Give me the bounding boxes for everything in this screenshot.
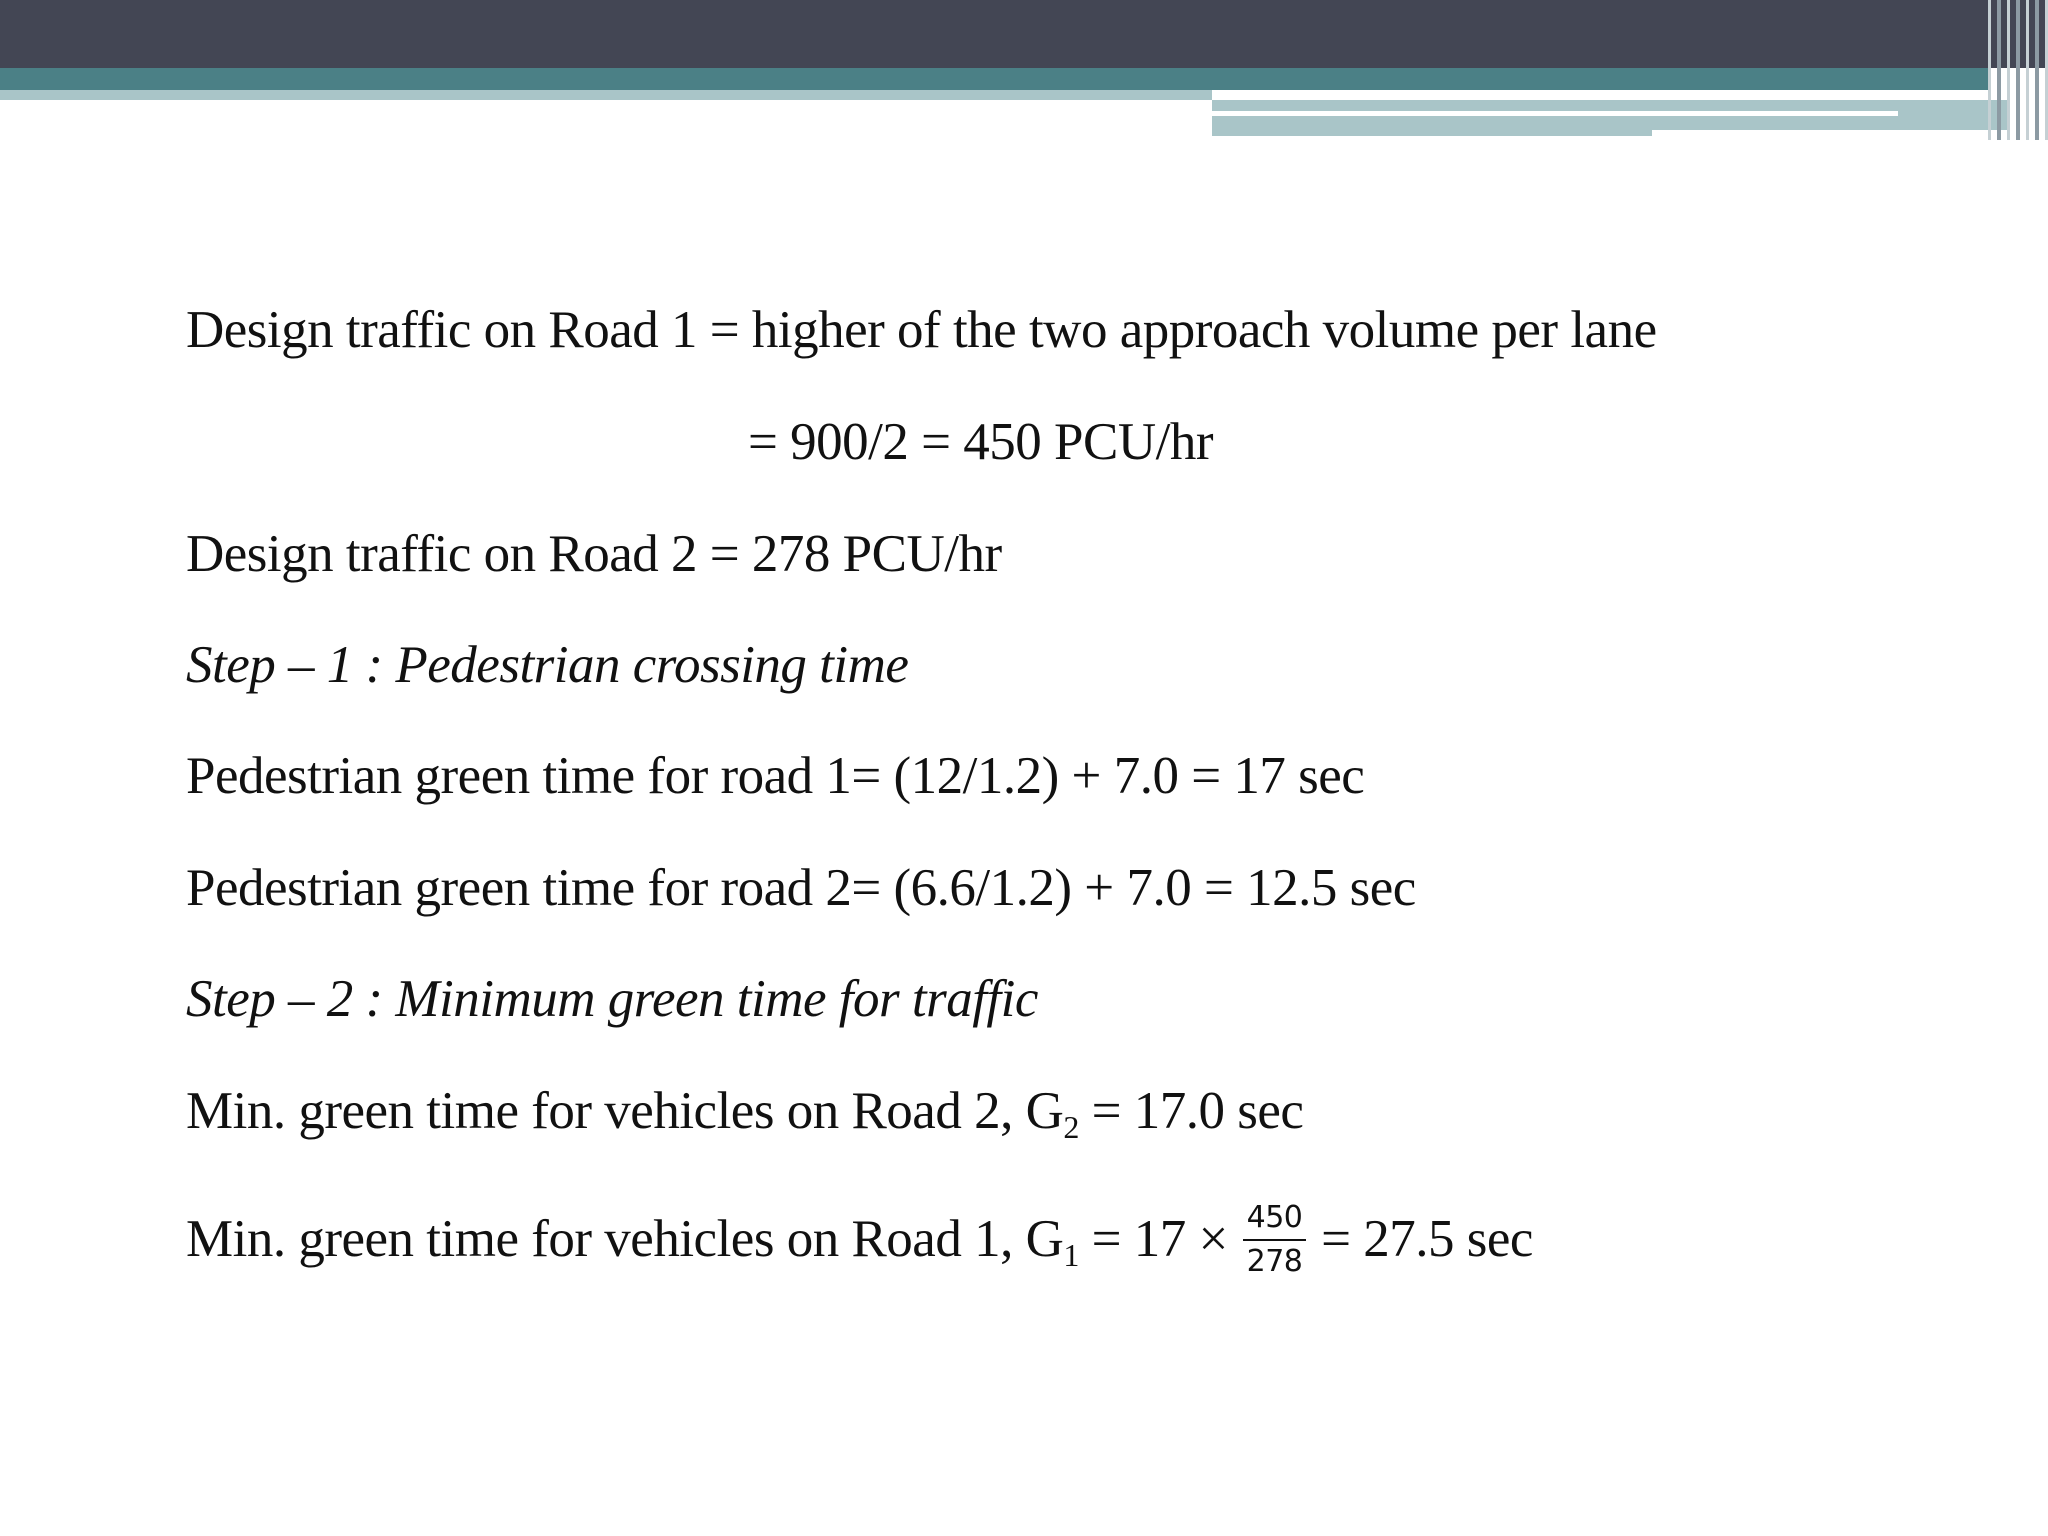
min-green-road2 — [186, 1079, 1303, 1143]
min-green-road2-prefix: Min. green time for vehicles on Road 2, G — [186, 1082, 1064, 1140]
min-green-road2-suffix: = 17.0 sec — [1078, 1082, 1304, 1140]
min-green-road1 — [186, 1200, 1533, 1283]
min-green-road1-suffix: = 27.5 sec — [1308, 1210, 1533, 1269]
pedestrian-green-road1: Pedestrian green time for road 1= (12/1.2) + 7.0 = 17 sec — [186, 747, 1365, 805]
slide-light-stripe — [0, 90, 1212, 100]
step2-heading: Step – 2 : Minimum green time for traffic — [186, 970, 1038, 1028]
slide-edge-lines — [1988, 0, 2048, 140]
min-green-road2-subscript: 2 — [1063, 1109, 1079, 1145]
slide-white-line — [1212, 111, 1898, 116]
ratio-fraction — [1243, 1201, 1307, 1279]
fraction-denominator: 278 — [1246, 1244, 1303, 1279]
road1-design-traffic: Design traffic on Road 1 = higher of the two approach volume per lane — [186, 301, 1657, 359]
min-green-road1-subscript: 1 — [1063, 1237, 1079, 1274]
slide-header-bar — [0, 0, 2048, 68]
min-green-road1-prefix: Min. green time for vehicles on Road 1, G — [186, 1210, 1064, 1269]
min-green-road1-middle: = 17 × — [1078, 1210, 1241, 1269]
step1-heading: Step – 1 : Pedestrian crossing time — [186, 636, 909, 694]
pedestrian-green-road2: Pedestrian green time for road 2= (6.6/1.2) + 7.0 = 12.5 sec — [186, 859, 1416, 917]
slide-teal-band — [0, 68, 1990, 90]
road1-design-value: = 900/2 = 450 PCU/hr — [748, 413, 1213, 471]
slide-white-notch — [1652, 130, 2012, 136]
road2-design-traffic: Design traffic on Road 2 = 278 PCU/hr — [186, 525, 1002, 583]
fraction-numerator: 450 — [1243, 1201, 1307, 1241]
